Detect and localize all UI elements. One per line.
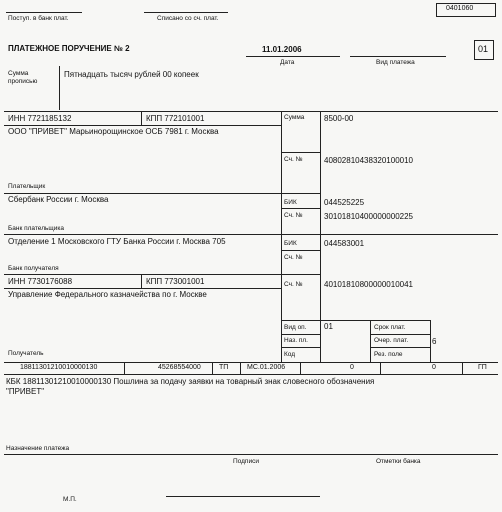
- payee-label: Получатель: [8, 350, 44, 357]
- page-title: ПЛАТЕЖНОЕ ПОРУЧЕНИЕ № 2: [8, 44, 130, 53]
- payee-bank-account-label: Сч. №: [284, 254, 303, 261]
- payer-label: Плательщик: [8, 183, 46, 190]
- purpose-bottom-line: [4, 454, 498, 455]
- payer-account-value: 40802810438320100010: [324, 156, 413, 165]
- payer-inn: ИНН 7721185132: [8, 114, 72, 123]
- payer-bank-account-value: 30101810400000000225: [324, 212, 413, 221]
- signatures-label: Подписи: [233, 458, 259, 465]
- amount-words-value: Пятнадцать тысяч рублей 00 копеек: [64, 70, 199, 79]
- bank-marks-label: Отметки банка: [376, 458, 421, 465]
- payee-account-label: Сч. №: [284, 281, 303, 288]
- debited-label: Списано со сч. плат.: [157, 15, 219, 22]
- payer-bik-line: [281, 208, 320, 209]
- op-line-3b: [370, 347, 430, 348]
- payee-bank-label: Банк получателя: [8, 265, 59, 272]
- status-code: 01: [478, 44, 489, 54]
- grid-col-label: [281, 111, 282, 362]
- grid-inn-kpp-1: [141, 111, 142, 125]
- op-res-label: Рез. поле: [374, 351, 403, 358]
- tax-bottom-line: [4, 374, 498, 375]
- payer-bik-value: 044525225: [324, 198, 365, 207]
- payer-name: ООО "ПРИВЕТ" Марьинорощинское ОСБ 7981 г. Москва: [8, 127, 219, 136]
- amount-words-label-1: Сумма: [8, 70, 29, 77]
- signature-line: [166, 496, 320, 497]
- date-label: Дата: [280, 59, 295, 66]
- amount-line: [281, 152, 320, 153]
- payer-inn-line: [4, 125, 281, 126]
- tax-kbk: 18811301210010000130: [20, 364, 98, 371]
- payee-bank-bottom-line: [4, 274, 320, 275]
- op-type-label: Вид оп.: [284, 324, 307, 331]
- payee-kpp: КПП 773001001: [146, 277, 205, 286]
- payer-bank-account-label: Сч. №: [284, 212, 303, 219]
- op-term-label: Срок плат.: [374, 324, 406, 331]
- payment-type-label: Вид платежа: [376, 59, 415, 66]
- tax-div-6: [462, 362, 463, 374]
- payee-account-value: 40101810800000010041: [324, 280, 413, 289]
- debited-line: [144, 12, 228, 13]
- grid-inn-kpp-2: [141, 274, 142, 288]
- date-value: 11.01.2006: [262, 45, 302, 54]
- payer-bottom-line: [4, 193, 320, 194]
- grid-top: [4, 111, 498, 112]
- op-col-4: [430, 320, 431, 362]
- received-label: Поступ. в банк плат.: [8, 15, 69, 22]
- tax-div-1: [124, 362, 125, 374]
- op-line-2b: [370, 334, 430, 335]
- purpose-line-2: "ПРИВЕТ": [6, 387, 45, 396]
- amount-value: 8500-00: [324, 114, 354, 123]
- tax-doc-date: 0: [432, 364, 436, 371]
- payee-bik-label: БИК: [284, 240, 297, 247]
- op-type-value: 01: [324, 322, 333, 331]
- payer-bank-bottom-line: [4, 234, 498, 235]
- date-line: [246, 56, 340, 57]
- op-line-2: [281, 334, 320, 335]
- purpose-line-1: КБК 18811301210010000130 Пошлина за подачу заявки на товарный знак словесного обозначения: [6, 377, 375, 386]
- tax-type: ГП: [478, 364, 487, 371]
- op-col-3: [370, 320, 371, 362]
- payee-inn: ИНН 7730176088: [8, 277, 73, 286]
- amount-words-label-2: прописью: [8, 78, 38, 85]
- op-purpose-label: Наз. пл.: [284, 337, 308, 344]
- tax-basis: ТП: [219, 364, 229, 371]
- payer-bank-name: Сбербанк России г. Москва: [8, 195, 109, 204]
- grid-col-value: [320, 111, 321, 362]
- payer-bik-label: БИК: [284, 199, 297, 206]
- payee-bik-value: 044583001: [324, 239, 365, 248]
- tax-period: МС.01.2006: [247, 364, 286, 371]
- amount-words-divider: [59, 66, 60, 110]
- op-order-value: 6: [432, 337, 437, 346]
- purpose-label: Назначение платежа: [6, 445, 70, 452]
- payer-account-label: Сч. №: [284, 156, 303, 163]
- op-top-line: [281, 320, 431, 321]
- form-code: 0401060: [446, 5, 474, 12]
- tax-div-3: [240, 362, 241, 374]
- op-line-3: [281, 347, 320, 348]
- tax-div-2: [212, 362, 213, 374]
- op-code-label: Код: [284, 351, 296, 358]
- payee-inn-line: [4, 288, 281, 289]
- payer-bank-label: Банк плательщика: [8, 225, 64, 232]
- received-line: [6, 12, 82, 13]
- payment-type-line: [350, 56, 446, 57]
- stamp-label: М.П.: [63, 496, 77, 503]
- payee-bank-name: Отделение 1 Московского ГТУ Банка России г. Москва 705: [8, 237, 226, 246]
- payee-bottom-line: [4, 362, 498, 363]
- op-order-label: Очер. плат.: [374, 337, 409, 344]
- amount-label: Сумма: [284, 114, 305, 121]
- tax-div-5: [380, 362, 381, 374]
- tax-okato: 45268554000: [158, 364, 201, 371]
- tax-doc-num: 0: [350, 364, 354, 371]
- payee-name: Управление Федерального казначейства по г. Москве: [8, 290, 207, 299]
- payer-kpp: КПП 772101001: [146, 114, 205, 123]
- tax-div-4: [300, 362, 301, 374]
- payee-bik-line: [281, 250, 320, 251]
